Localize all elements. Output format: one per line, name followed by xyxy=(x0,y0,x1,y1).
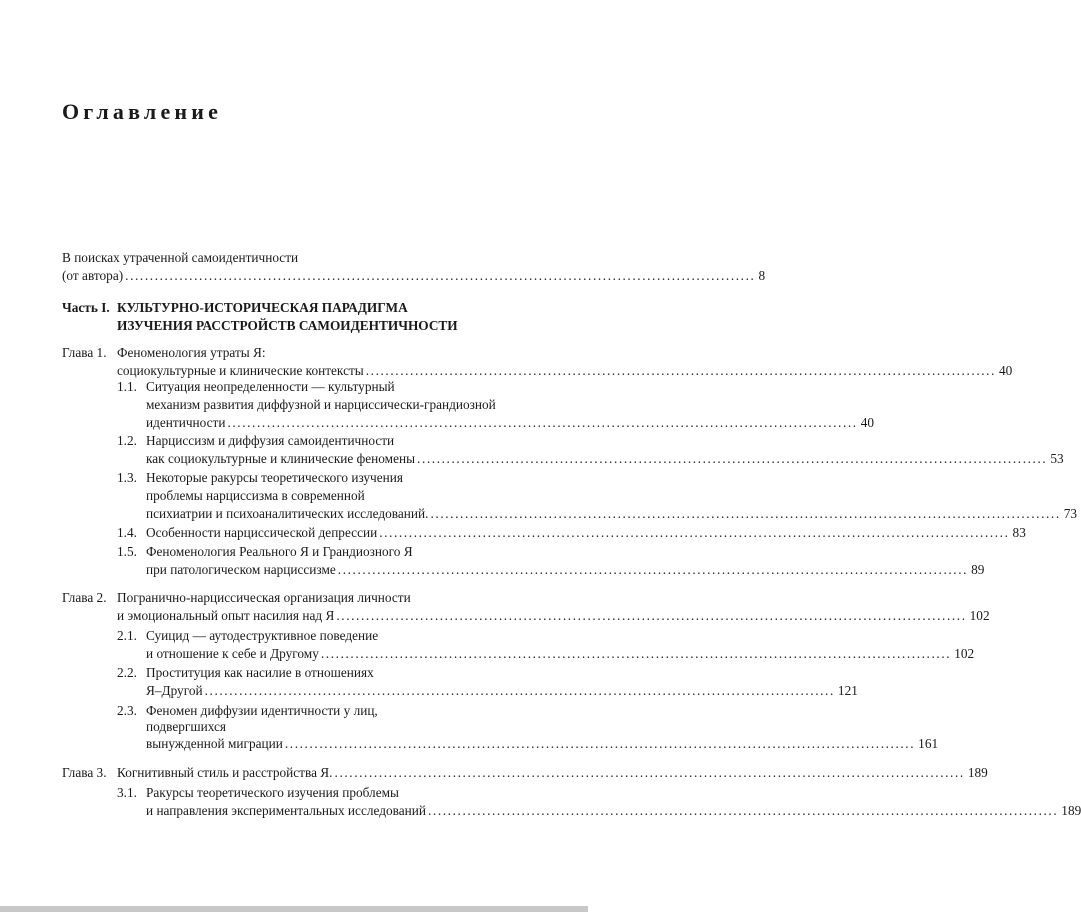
section-number: 2.3. xyxy=(117,703,137,718)
section-line: психиатрии и психоаналитических исследований. xyxy=(146,506,429,521)
intro-line-1: В поисках утраченной самоидентичности xyxy=(62,250,299,265)
section-line: Некоторые ракурсы теоретического изучения xyxy=(146,470,403,485)
page-number: 102 xyxy=(969,608,990,623)
section-number: 2.1. xyxy=(117,628,137,643)
dot-leader: ................................................................................................................................ xyxy=(334,765,965,780)
dot-leader: ................................................................................................................................ xyxy=(284,736,916,751)
section-line: Суицид — аутодеструктивное поведение xyxy=(146,628,379,643)
section-number: 3.1. xyxy=(117,785,137,800)
dot-leader: ................................................................................................................................ xyxy=(417,451,1048,466)
toc-entry-section xyxy=(146,524,1026,542)
section-number: 1.2. xyxy=(117,433,137,448)
section-line: Я–Другой xyxy=(146,683,203,698)
page-number: 40 xyxy=(860,415,875,430)
dot-leader: ................................................................................................................................ xyxy=(125,268,756,283)
toc-entry-section xyxy=(146,645,975,663)
section-line: проблемы нарциссизма в современной xyxy=(146,488,365,503)
toc-entry-section xyxy=(146,682,858,700)
chapter-label: Глава 2. xyxy=(62,590,107,605)
section-number: 1.3. xyxy=(117,470,137,485)
section-number: 1.5. xyxy=(117,544,137,559)
part-title-line-1: КУЛЬТУРНО-ИСТОРИЧЕСКАЯ ПАРАДИГМА xyxy=(117,300,408,315)
dot-leader: ................................................................................................................................ xyxy=(337,562,969,577)
section-line: как социокультурные и клинические феномены xyxy=(146,451,416,466)
chapter-label: Глава 1. xyxy=(62,345,107,360)
toc-entry-section xyxy=(146,414,875,432)
dot-leader: ................................................................................................................................ xyxy=(227,415,858,430)
page-number: 40 xyxy=(999,363,1013,378)
section-line: Ракурсы теоретического изучения проблемы xyxy=(146,785,399,800)
page-number: 73 xyxy=(1063,506,1078,521)
section-number: 1.4. xyxy=(117,525,137,540)
page-number: 53 xyxy=(1050,451,1064,466)
section-line: Нарциссизм и диффузия самоидентичности xyxy=(146,433,395,448)
page-number: 161 xyxy=(918,736,939,751)
section-line: Проституция как насилие в отношениях xyxy=(146,665,374,680)
section-line: механизм развития диффузной и нарциссически-грандиозной xyxy=(146,397,496,412)
page-title: Оглавление xyxy=(62,99,223,124)
section-line: Особенности нарциссической депрессии xyxy=(146,525,378,540)
chapter-title-line-1: Когнитивный стиль и расстройства Я. xyxy=(117,765,333,780)
toc-entry-section xyxy=(146,735,939,753)
page-number: 89 xyxy=(971,562,985,577)
section-number: 1.1. xyxy=(117,379,137,394)
section-line: и отношение к себе и Другому xyxy=(146,646,319,661)
chapter-label: Глава 3. xyxy=(62,765,107,780)
page-number: 83 xyxy=(1012,525,1026,540)
page-number: 189 xyxy=(1061,803,1081,818)
toc-entry-section xyxy=(146,561,985,579)
toc-entry-chapter-3 xyxy=(117,764,988,782)
part-label: Часть I. xyxy=(62,300,110,315)
section-line: идентичности xyxy=(146,415,226,430)
chapter-title-line-2: и эмоциональный опыт насилия над Я xyxy=(117,608,335,623)
toc-entry-section xyxy=(146,450,1064,468)
chapter-title-line-1: Феноменология утраты Я: xyxy=(117,345,266,360)
toc-entry-section xyxy=(146,505,1078,523)
section-line: вынужденной миграции xyxy=(146,736,283,751)
chapter-title-line-2: социокультурные и клинические контексты xyxy=(117,363,364,378)
intro-line-2: (от автора) xyxy=(62,268,124,283)
dot-leader: ................................................................................................................................ xyxy=(320,646,952,661)
section-line: подвергшихся xyxy=(146,719,226,734)
dot-leader: ................................................................................................................................ xyxy=(336,608,967,623)
section-number: 2.2. xyxy=(117,665,137,680)
page-number: 102 xyxy=(954,646,975,661)
section-line: и направления экспериментальных исследований xyxy=(146,803,426,818)
chapter-title-line-1: Погранично-нарциссическая организация личности xyxy=(117,590,411,605)
dot-leader: ................................................................................................................................ xyxy=(365,363,997,378)
page-number: 189 xyxy=(967,765,988,780)
page-number: 8 xyxy=(758,268,766,283)
toc-entry-intro xyxy=(62,267,766,285)
toc-entry-section xyxy=(146,802,1081,820)
page-bottom-edge xyxy=(0,906,588,912)
section-line: Ситуация неопределенности — культурный xyxy=(146,379,395,394)
dot-leader: ................................................................................................................................ xyxy=(204,683,835,698)
page-number: 121 xyxy=(837,683,858,698)
toc-entry-chapter-2 xyxy=(117,607,990,625)
section-line: Феномен диффузии идентичности у лиц, xyxy=(146,703,378,718)
dot-leader: ................................................................................................................................ xyxy=(427,803,1059,818)
dot-leader: ................................................................................................................................ xyxy=(430,506,1061,521)
section-line: Феноменология Реального Я и Грандиозного Я xyxy=(146,544,413,559)
dot-leader: ................................................................................................................................ xyxy=(379,525,1010,540)
section-line: при патологическом нарциссизме xyxy=(146,562,336,577)
part-title-line-2: ИЗУЧЕНИЯ РАССТРОЙСТВ САМОИДЕНТИЧНОСТИ xyxy=(117,318,458,333)
